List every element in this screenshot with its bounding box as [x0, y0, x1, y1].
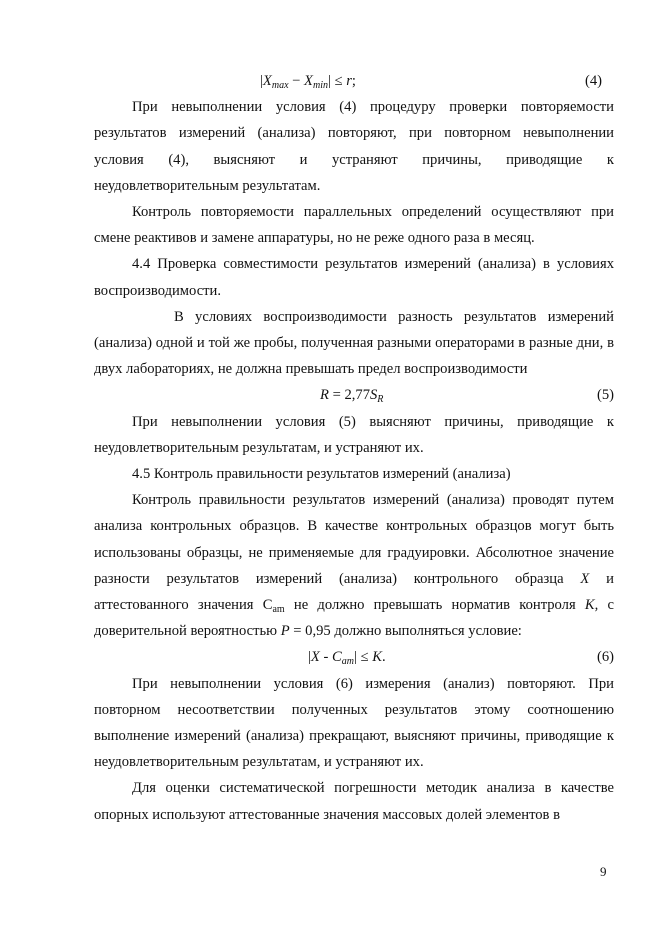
- paragraph-reproducibility: В условиях воспроизводимости разность результатов измерений (анализа) одной и той же пробы, полученная разными операторами в разные дни, в двух лабораториях, не должна превышать предел воспроизводимости: [94, 308, 614, 378]
- formula-6-row: [94, 644, 614, 670]
- accuracy-text-4: с доверительной вероятностью: [94, 597, 614, 640]
- section-heading-4-5: 4.5 Контроль правильности результатов измерений (анализа): [132, 466, 511, 483]
- accuracy-x-var: X: [580, 570, 590, 587]
- accuracy-text-2: и аттестованного значения С: [94, 570, 614, 614]
- formula-5-row: [94, 382, 614, 408]
- paragraph-repeatability-failure: При невыполнении условия (4) процедуру проверки повторяемости результатов измерений (анализа) повторяют, при повторном невыполнении условия (4), выясняют и устраняют причины, приводящие к неудовлетворительным результатам.: [94, 99, 614, 194]
- formula-4-tail: ;: [351, 73, 356, 89]
- formula-4-le: | ≤: [327, 73, 347, 89]
- equation-number-6: (6): [596, 649, 614, 666]
- formula-4: [260, 68, 356, 94]
- formula-6-k-var: K: [372, 649, 382, 666]
- formula-4-minus: −: [288, 73, 305, 89]
- equation-number-4: (4): [584, 73, 602, 89]
- formula-5: [320, 382, 383, 408]
- formula-5-s-var: S: [370, 387, 378, 404]
- accuracy-c-sub: am: [272, 604, 285, 616]
- paragraph-systematic-error: Для оценки систематической погрешности методик анализа в качестве опорных используют аттестованные значения массовых долей элементов в: [94, 780, 614, 823]
- formula-6-c-sub: am: [341, 656, 354, 668]
- formula-4-bar: |: [260, 73, 263, 89]
- paragraph-accuracy-control: [94, 487, 614, 644]
- formula-5-r-var: R: [320, 387, 329, 404]
- accuracy-text-5: = 0,95 должно выполняться условие:: [289, 623, 522, 640]
- page-number: 9: [600, 864, 607, 879]
- formula-4-xmax-var: X: [262, 73, 272, 89]
- paragraph-reproducibility-failure: При невыполнении условия (5) выясняют причины, приводящие к неудовлетворительным результатам, и устраняют их.: [94, 413, 614, 456]
- formula-4-r-var: r: [346, 73, 352, 89]
- formula-4-xmax-sub: max: [271, 80, 289, 91]
- formula-4-xmin-sub: min: [312, 80, 328, 91]
- formula-6-bar: |: [308, 649, 311, 666]
- paragraph-repeatability-control: Контроль повторяемости параллельных определений осуществляют при смене реактивов и замене аппаратуры, но не реже одного раза в месяц.: [94, 204, 614, 247]
- formula-6-tail: .: [381, 649, 386, 666]
- paragraph-accuracy-failure: При невыполнении условия (6) измерения (анализ) повторяют. При повторном несоответствии полученных результатов этому соотношению выполнение измерений (анализа) прекращают, выясняют причины, приводящие к неудовлетворительным результатам, и устраняют их.: [94, 675, 614, 771]
- equation-number-5: (5): [596, 387, 614, 404]
- section-heading-4-4: 4.4 Проверка совместимости результатов измерений (анализа) в условиях воспроизводимости.: [94, 256, 614, 299]
- accuracy-text-1: Контроль правильности результатов измерений (анализа) проводят путем анализа контрольных образцов. В качестве контрольных образцов могут быть использованы образцы, не применяемые для градуировки. Абсолютное значение разности результатов измерений (анализа) контрольного образца: [94, 492, 614, 587]
- formula-5-eq: = 2,77: [328, 387, 370, 404]
- formula-4-row: [94, 68, 614, 94]
- formula-4-xmin-var: X: [304, 73, 313, 89]
- formula-6-le: | ≤: [353, 649, 373, 666]
- accuracy-p-var: P: [280, 623, 290, 640]
- formula-6-x-var: X: [310, 649, 320, 666]
- accuracy-k-var: K,: [584, 597, 599, 614]
- formula-6-minus: -: [319, 649, 333, 666]
- formula-6-c-var: C: [332, 649, 342, 666]
- formula-5-s-sub: R: [377, 394, 384, 406]
- document-page: [94, 68, 614, 828]
- accuracy-text-3: не должно превышать норматив контроля: [284, 597, 585, 614]
- formula-6: [308, 644, 386, 670]
